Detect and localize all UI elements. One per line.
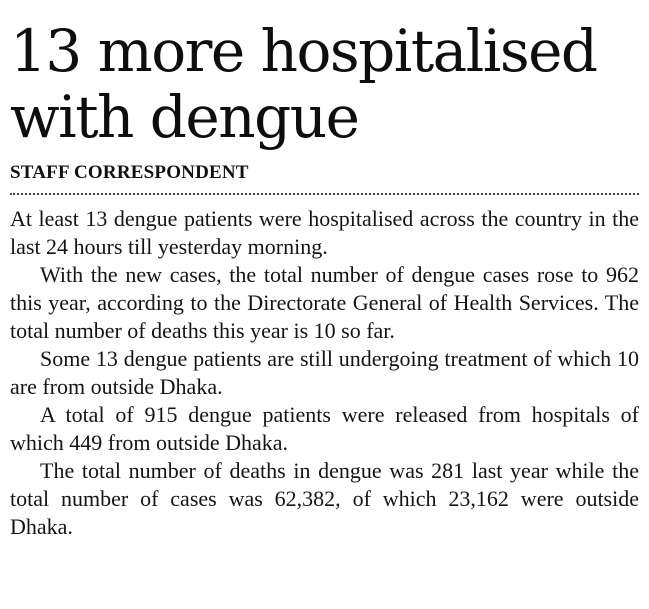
headline-line-2: with dengue (10, 83, 359, 151)
paragraph-5: The total number of deaths in dengue was 281 last year while the total number of cases was 62,382, of which 23,162 were outside Dhaka. (10, 458, 639, 539)
dotted-divider (10, 193, 639, 195)
paragraph-2: With the new cases, the total number of dengue cases rose to 962 this year, according to the Directorate General of Health Services. The total number of deaths this year is 10 so far. (10, 262, 639, 343)
headline-line-1: 13 more hospitalised (10, 17, 597, 85)
paragraph-4: A total of 915 dengue patients were released from hospitals of which 449 from outside Dhaka. (10, 402, 639, 455)
paragraph-3: Some 13 dengue patients are still undergoing treatment of which 10 are from outside Dhaka. (10, 346, 639, 399)
article-headline (10, 0, 639, 150)
article-byline: STAFF CORRESPONDENT (10, 162, 249, 183)
paragraph-1: At least 13 dengue patients were hospitalised across the country in the last 24 hours till yesterday morning. (10, 206, 639, 259)
article-body (10, 205, 639, 541)
